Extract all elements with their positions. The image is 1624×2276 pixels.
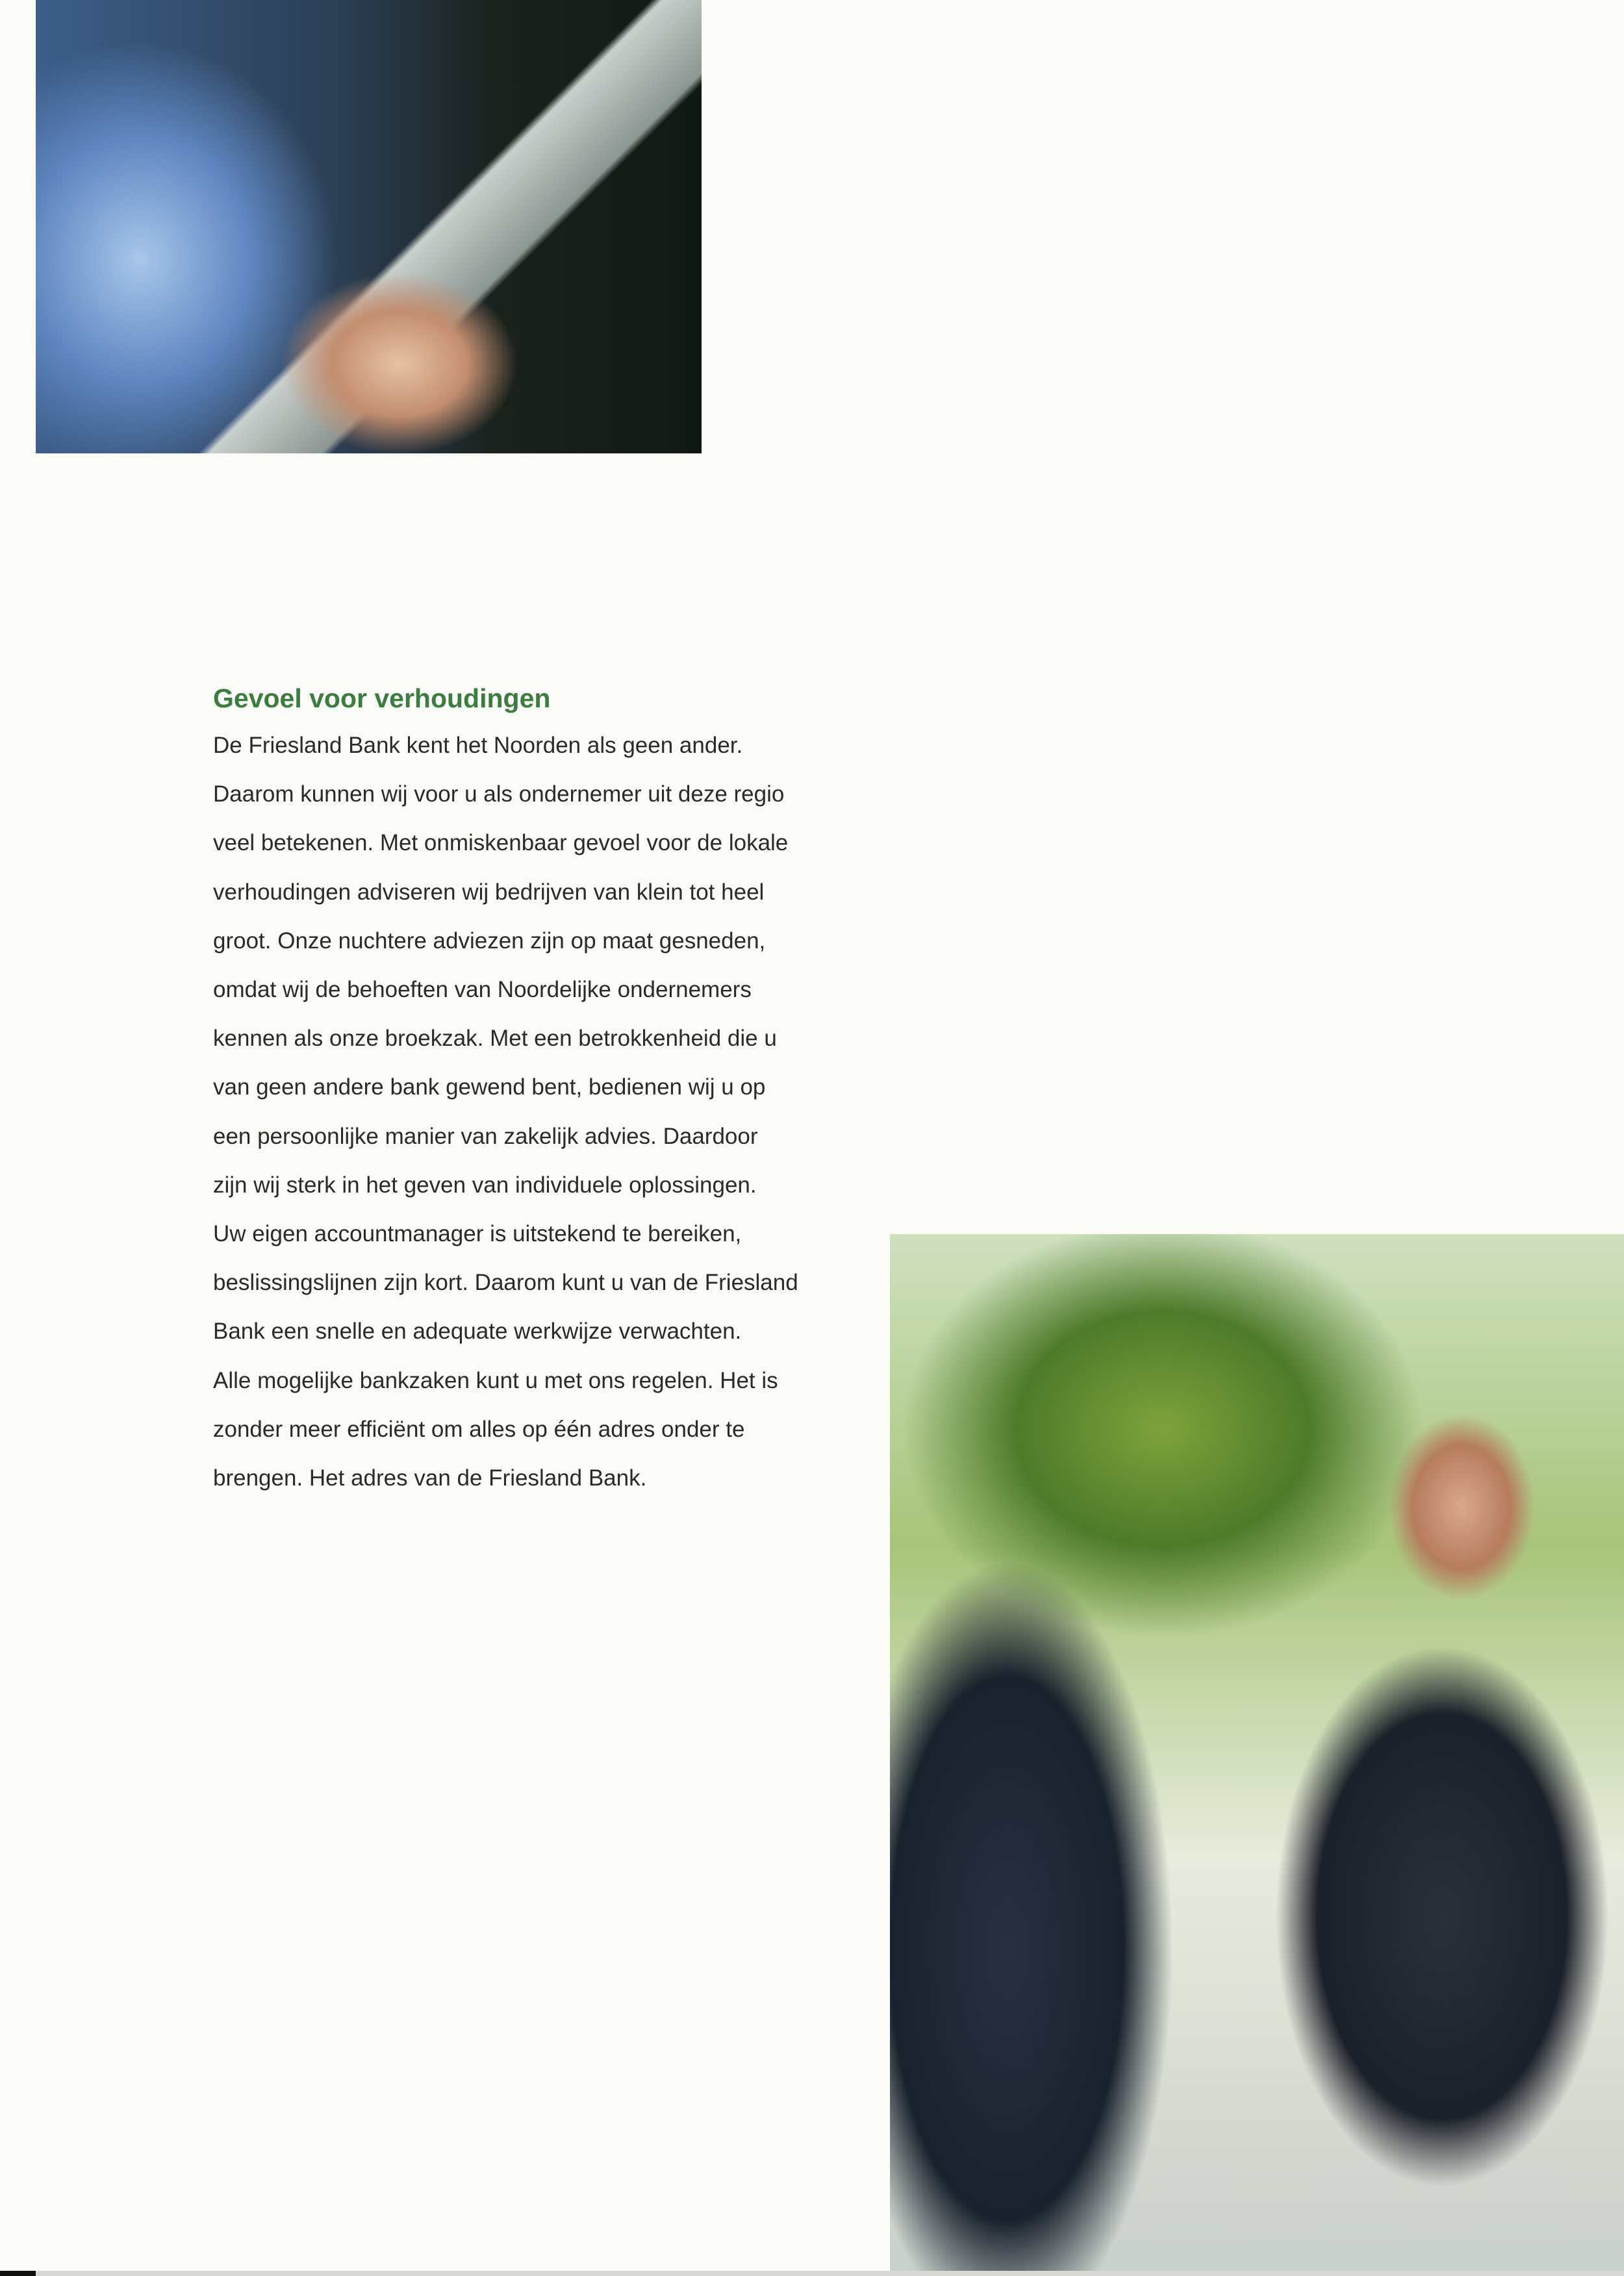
photo-businessman-at-computer <box>36 0 702 453</box>
body-line: Bank een snelle en adequate werkwijze verwachten. <box>213 1319 742 1345</box>
body-line: Daarom kunnen wij voor u als ondernemer uit deze regio <box>213 781 785 807</box>
body-line: zijn wij sterk in het geven van individuele oplossingen. <box>213 1172 757 1198</box>
body-line: van geen andere bank gewend bent, bedienen wij u op <box>213 1074 766 1100</box>
body-line: een persoonlijke manier van zakelijk advies. Daardoor <box>213 1123 758 1149</box>
body-line: Uw eigen accountmanager is uitstekend te bereiken, <box>213 1221 742 1247</box>
body-line: verhoudingen adviseren wij bedrijven van klein tot heel <box>213 879 765 905</box>
article-body <box>213 721 850 1502</box>
body-line: Alle mogelijke bankzaken kunt u met ons regelen. Het is <box>213 1367 778 1393</box>
body-line: De Friesland Bank kent het Noorden als geen ander. <box>213 733 743 758</box>
body-line: veel betekenen. Met onmiskenbaar gevoel voor de lokale <box>213 830 789 856</box>
body-line: groot. Onze nuchtere adviezen zijn op maat gesneden, <box>213 928 766 954</box>
scan-edge-mark <box>0 2271 36 2276</box>
article <box>213 676 850 1502</box>
body-line: kennen als onze broekzak. Met een betrokkenheid die u <box>213 1026 777 1052</box>
body-line: zonder meer efficiënt om alles op één adres onder te <box>213 1416 745 1442</box>
body-line: brengen. Het adres van de Friesland Bank. <box>213 1465 647 1491</box>
scan-edge <box>0 2271 1624 2276</box>
body-line: beslissingslijnen zijn kort. Daarom kunt u van de Friesland <box>213 1270 798 1296</box>
article-heading: Gevoel voor verhoudingen <box>213 683 551 713</box>
body-line: omdat wij de behoeften van Noordelijke ondernemers <box>213 977 752 1003</box>
photo-business-meeting <box>890 1234 1624 2276</box>
